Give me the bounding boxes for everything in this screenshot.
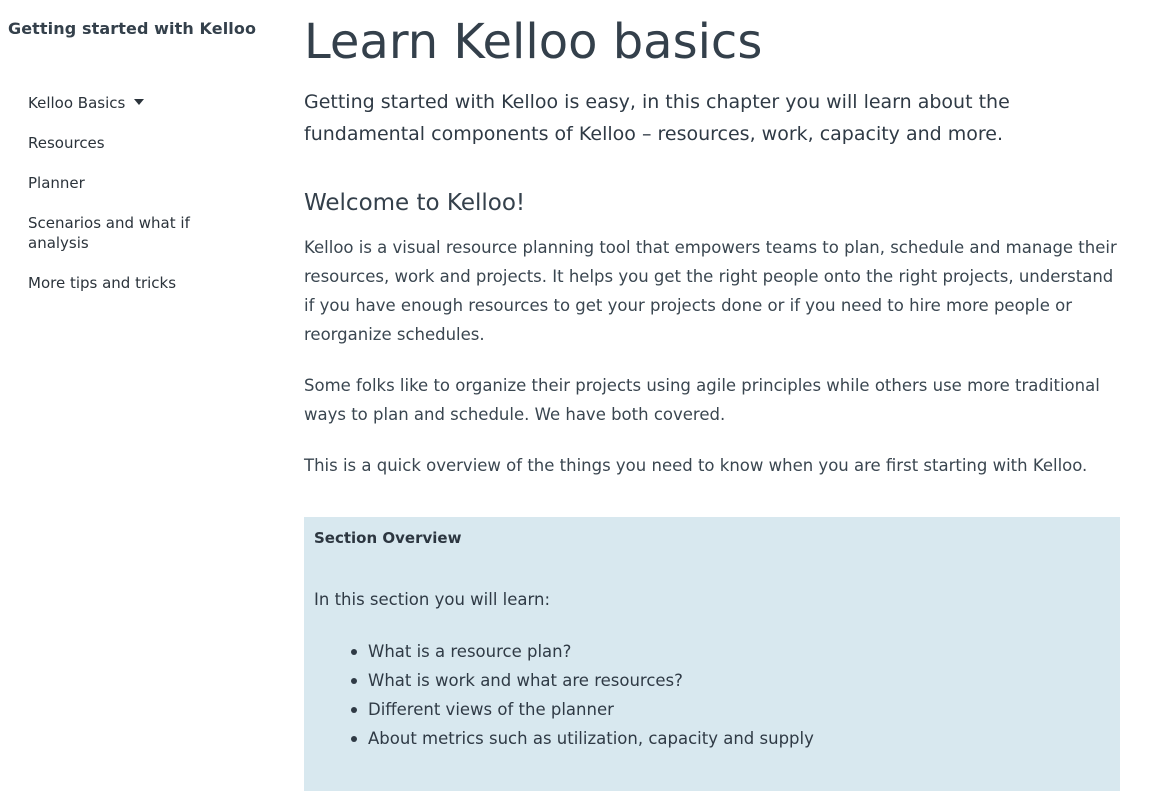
sidebar-item-label: More tips and tricks [28, 274, 177, 292]
list-item [368, 695, 814, 724]
page-title: Learn Kelloo basics [304, 14, 763, 70]
sidebar-item-label: Planner [28, 174, 85, 192]
section-overview-list [368, 637, 814, 753]
bullet-icon [351, 678, 357, 684]
sidebar-item-label: Kelloo Basics [28, 94, 126, 112]
sidebar [0, 0, 260, 811]
section-overview-box [304, 517, 1120, 791]
list-item-text: Different views of the planner [368, 700, 614, 719]
sidebar-item-label: Scenarios and what if analysis [28, 214, 190, 252]
sidebar-item-scenarios[interactable] [28, 213, 228, 253]
intro-paragraph: Kelloo is a visual resource planning tool that empowers teams to plan, schedule and manage their resources, work and projects. It helps you get the right people onto the right projects, understand if you have enough resources to get your projects done or if you need to hire more people or reorganize schedules. [304, 238, 1117, 344]
list-item [368, 666, 814, 695]
sidebar-item-more-tips[interactable] [28, 273, 228, 293]
list-item-text: What is a resource plan? [368, 642, 572, 661]
sidebar-item-resources[interactable] [28, 133, 228, 153]
bullet-icon [351, 736, 357, 742]
bullet-icon [351, 649, 357, 655]
section-heading: Welcome to Kelloo! [304, 190, 526, 216]
caret-down-icon[interactable] [134, 99, 144, 105]
list-item [368, 724, 814, 753]
bullet-icon [351, 707, 357, 713]
lead-paragraph: Getting started with Kelloo is easy, in this chapter you will learn about the fundamental components of Kelloo – resources, work, capacity and more. [304, 91, 1010, 145]
sidebar-nav [28, 93, 228, 313]
sidebar-item-label: Resources [28, 134, 105, 152]
section-overview-intro: In this section you will learn: [314, 590, 551, 609]
sidebar-item-kelloo-basics[interactable] [28, 93, 228, 113]
list-item [368, 637, 814, 666]
site-title[interactable]: Getting started with Kelloo [8, 19, 257, 38]
list-item-text: What is work and what are resources? [368, 671, 683, 690]
sidebar-item-planner[interactable] [28, 173, 228, 193]
section-overview-title: Section Overview [314, 529, 462, 547]
overview-paragraph: This is a quick overview of the things you need to know when you are first starting with Kelloo. [304, 456, 1088, 475]
list-item-text: About metrics such as utilization, capacity and supply [368, 729, 814, 748]
methodology-paragraph: Some folks like to organize their projects using agile principles while others use more traditional ways to plan and schedule. We have both covered. [304, 376, 1100, 424]
